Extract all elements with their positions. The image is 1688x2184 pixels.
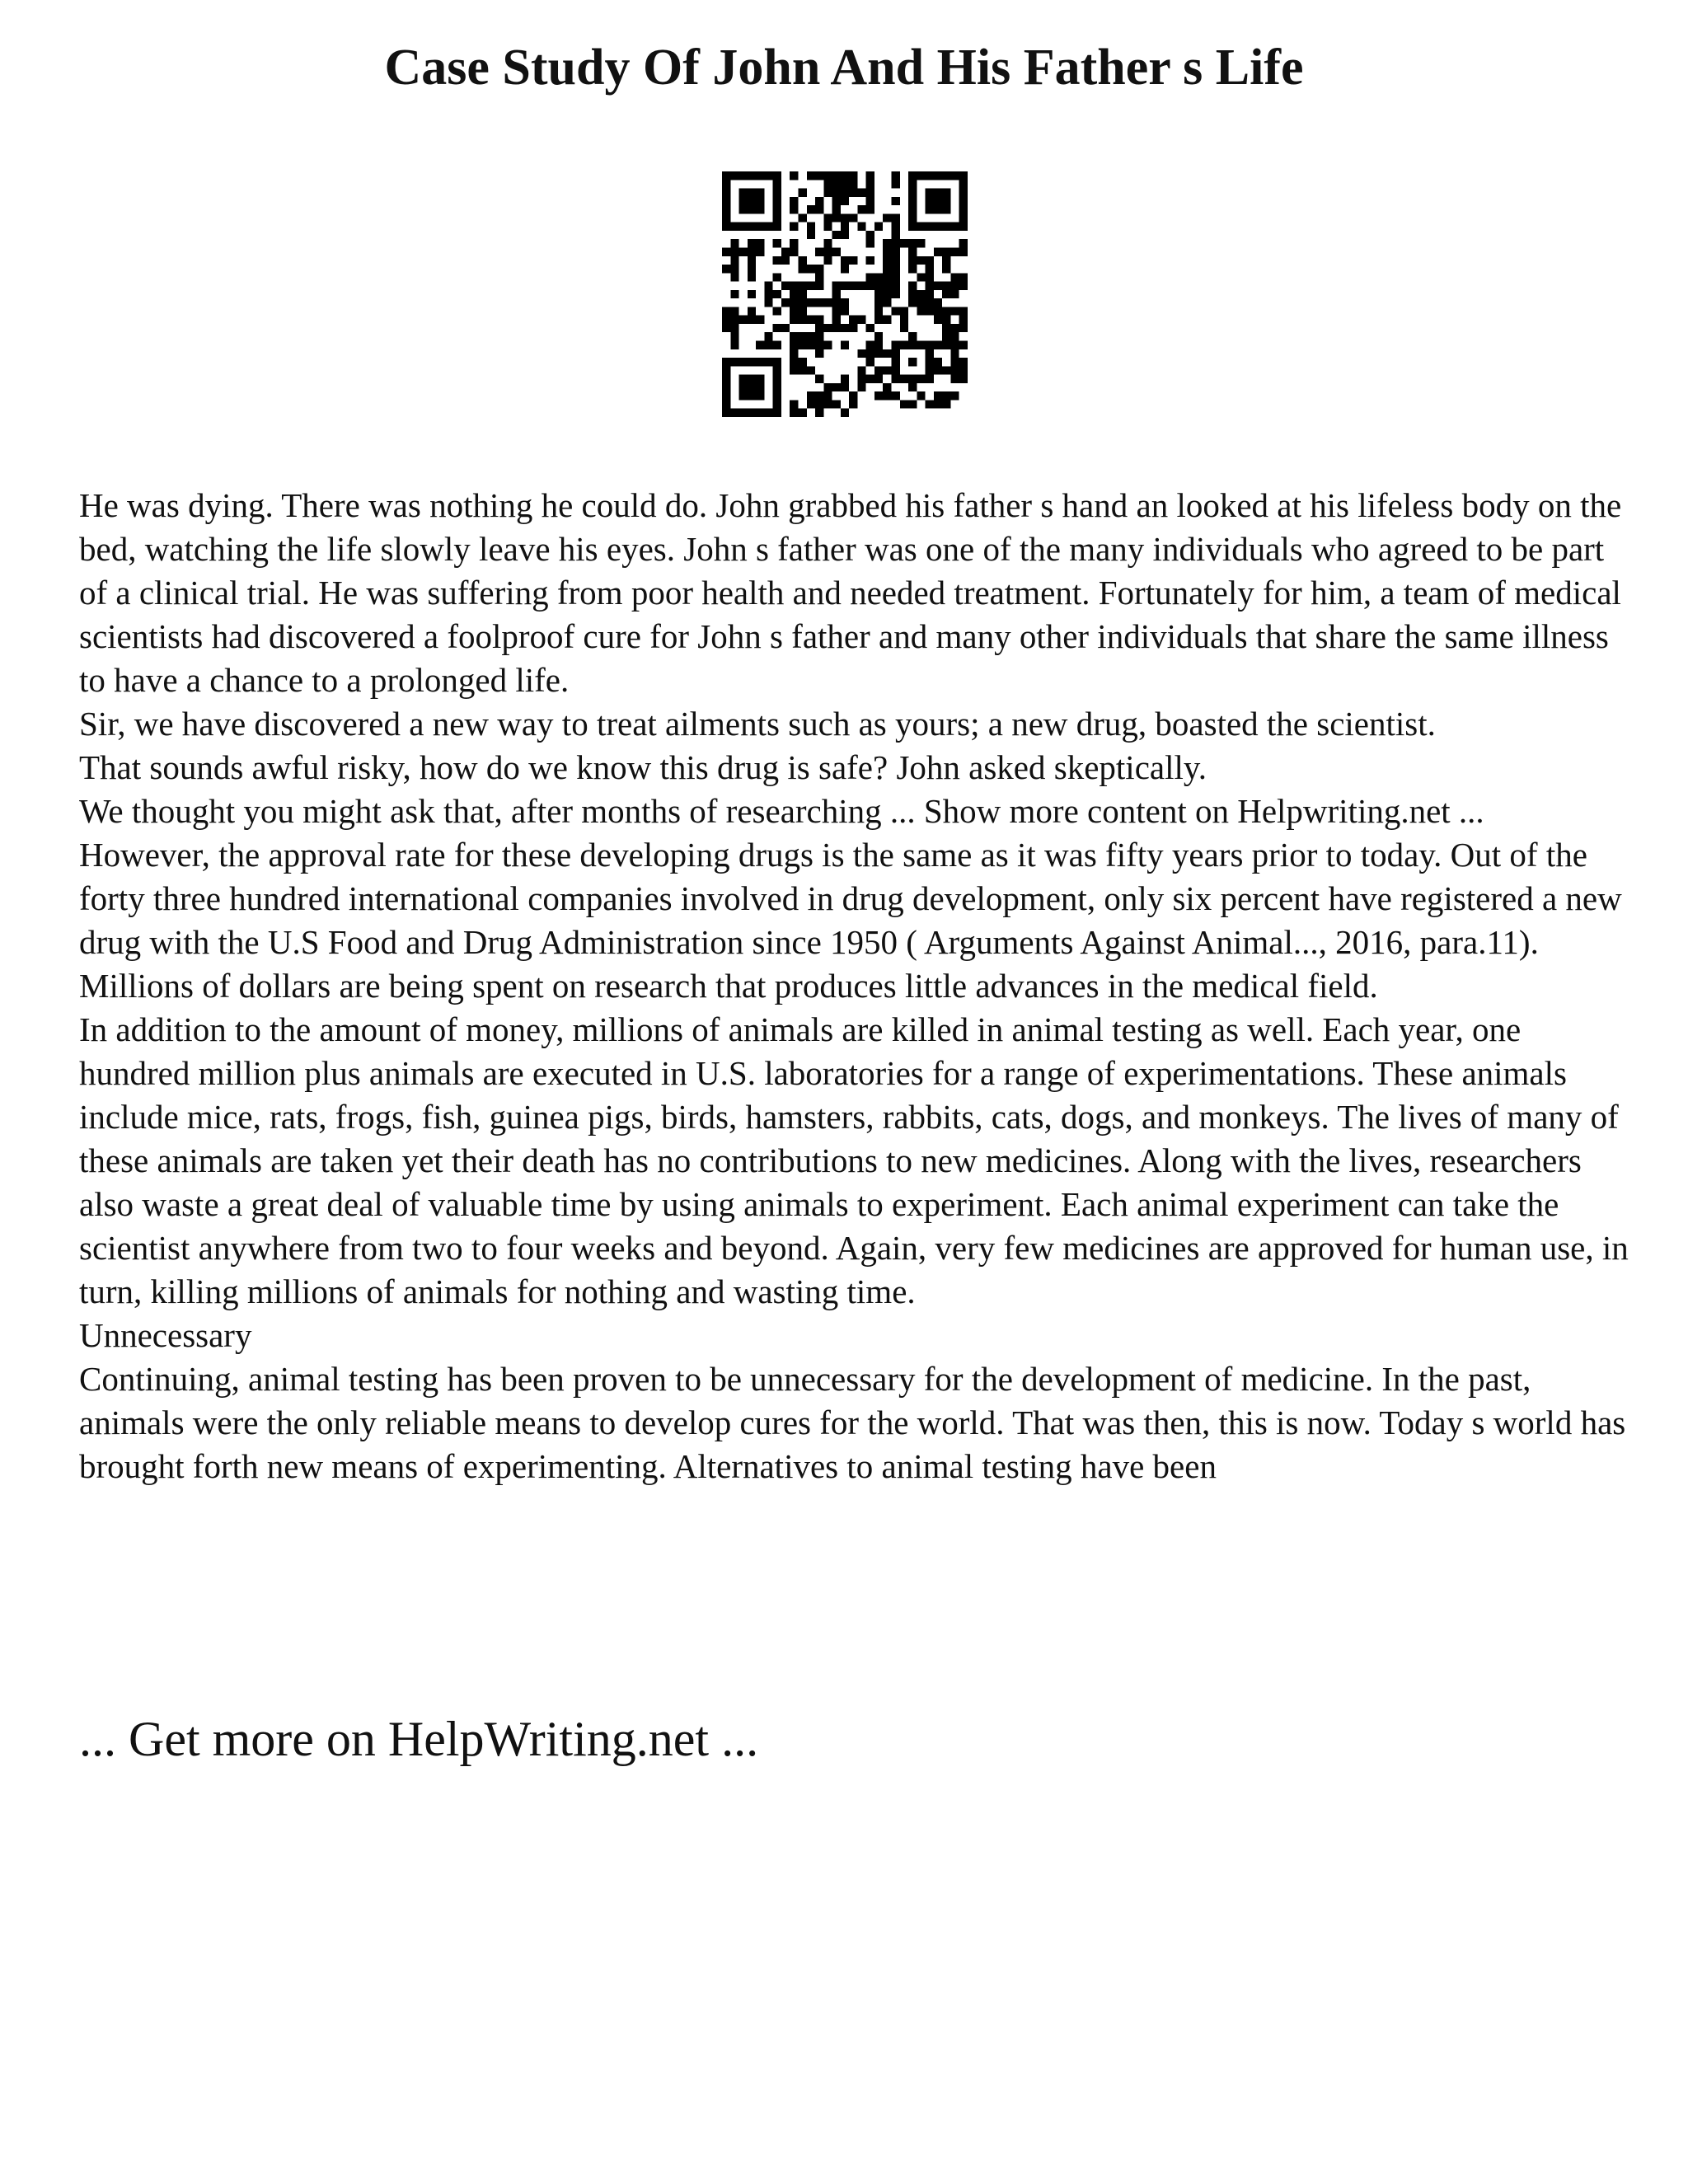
- paragraph: However, the approval rate for these developing drugs is the same as it was fifty years prior to today. Out of the forty three hundred international companies involved in drug development, only six percent have registered a new drug with the U.S Food and Drug Administration since 1950 ( Arguments Against Animal..., 2016, para.11). Millions of dollars are being spent on research that produces little advances in the medical field.: [79, 836, 1622, 1005]
- qr-code-icon: [722, 171, 968, 417]
- paragraph-show-more: We thought you might ask that, after months of researching ... Show more content on Helpwriting.net ...: [79, 792, 1484, 830]
- paragraph: He was dying. There was nothing he could do. John grabbed his father s hand an looked at his lifeless body on the bed, watching the life slowly leave his eyes. John s father was one of the many individuals who agreed to be part of a clinical trial. He was suffering from poor health and needed treatment. Fortunately for him, a team of medical scientists had discovered a foolproof cure for John s father and many other individuals that share the same illness to have a chance to a prolonged life.: [79, 486, 1622, 699]
- paragraph: That sounds awful risky, how do we know this drug is safe? John asked skeptically.: [79, 748, 1207, 786]
- paragraph: Continuing, animal testing has been proven to be unnecessary for the development of medicine. In the past, animals were the only reliable means to develop cures for the world. That was then, this is now. Today s world has brought forth new means of experimenting. Alternatives to animal testing have been: [79, 1360, 1626, 1485]
- article-body: [79, 484, 1629, 1488]
- section-heading: Unnecessary: [79, 1316, 252, 1354]
- get-more-link[interactable]: ... Get more on HelpWriting.net ...: [79, 1712, 759, 1766]
- paragraph: Sir, we have discovered a new way to treat ailments such as yours; a new drug, boasted the scientist.: [79, 705, 1436, 743]
- page-title: Case Study Of John And His Father s Life: [384, 40, 1304, 96]
- paragraph: In addition to the amount of money, millions of animals are killed in animal testing as well. Each year, one hundred million plus animals are executed in U.S. laboratories for a range of experimentations. These animals include mice, rats, frogs, fish, guinea pigs, birds, hamsters, rabbits, cats, dogs, and monkeys. The lives of many of these animals are taken yet their death has no contributions to new medicines. Along with the lives, researchers also waste a great deal of valuable time by using animals to experiment. Each animal experiment can take the scientist anywhere from two to four weeks and beyond. Again, very few medicines are approved for human use, in turn, killing millions of animals for nothing and wasting time.: [79, 1010, 1629, 1310]
